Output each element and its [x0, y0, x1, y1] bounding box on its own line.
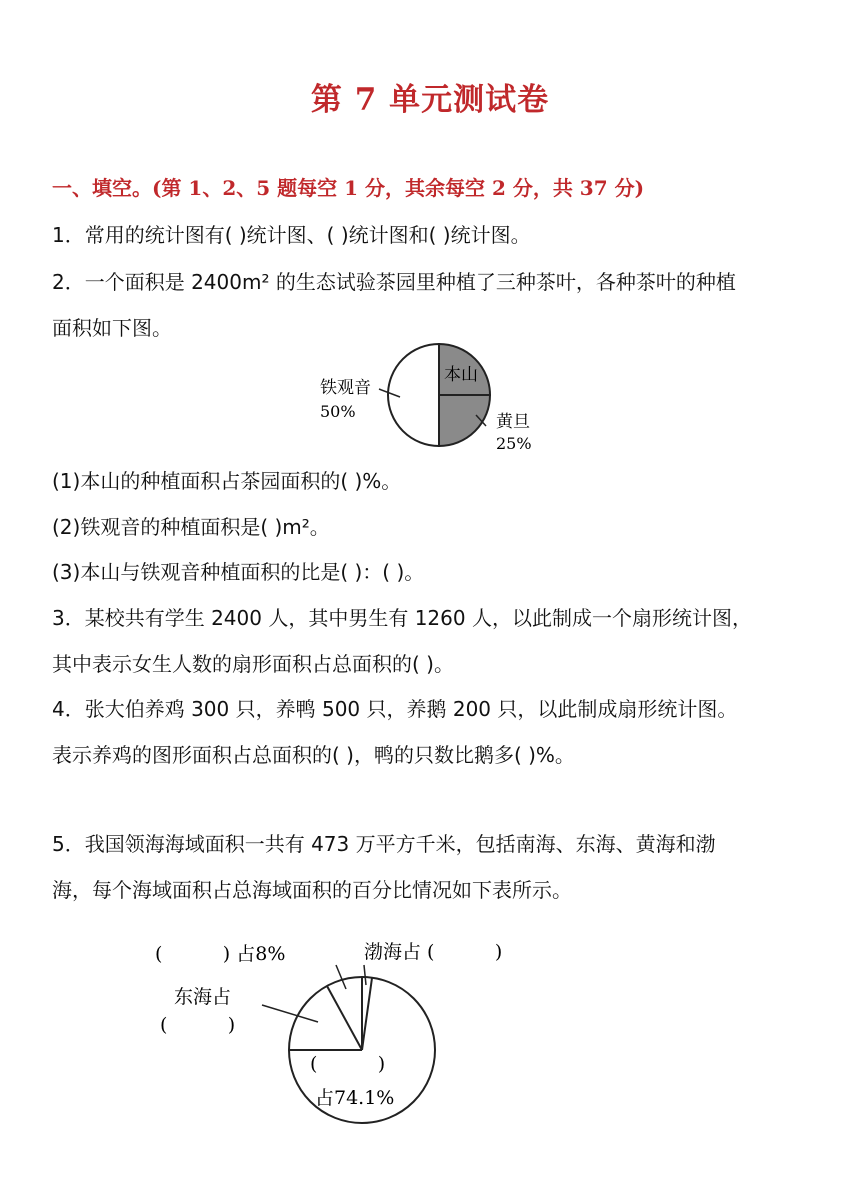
- label-8pct: ( ) 占8%: [155, 943, 286, 965]
- question-4-line-2: 表示养鸡的图形面积占总面积的( )，鸭的只数比鹅多( )%。: [52, 743, 575, 767]
- question-1: 1．常用的统计图有( )统计图、( )统计图和( )统计图。: [52, 223, 531, 247]
- question-2-line-2: 面积如下图。: [52, 316, 172, 340]
- label-benshan: 本山: [444, 365, 478, 385]
- question-2-sub-3: (3)本山与铁观音种植面积的比是( )：( )。: [52, 560, 425, 584]
- question-2-sub-1: (1)本山的种植面积占茶园面积的( )%。: [52, 469, 402, 493]
- question-5-line-2: 海，每个海域面积占总海域面积的百分比情况如下表所示。: [52, 878, 572, 902]
- label-tieguanyin: 铁观音: [320, 378, 371, 398]
- pie-slice-huangdan: [439, 395, 490, 446]
- question-4-line-1: 4．张大伯养鸡 300 只，养鸭 500 只，养鹅 200 只，以此制成扇形统计图。: [52, 697, 738, 721]
- sea-pie-chart: [150, 925, 590, 1125]
- label-donghai: 东海占: [174, 986, 232, 1008]
- label-bottom-pct: 占74.1%: [315, 1087, 395, 1109]
- question-2-line-1: 2．一个面积是 2400m² 的生态试验茶园里种植了三种茶叶，各种茶叶的种植: [52, 270, 736, 294]
- section-heading: 一、填空。(第 1、2、5 题每空 1 分，其余每空 2 分，共 37 分): [52, 176, 645, 200]
- label-tieguanyin-pct: 50%: [320, 402, 356, 421]
- label-huangdan-pct: 25%: [496, 434, 532, 453]
- page-title: 第 7 单元测试卷: [310, 82, 550, 118]
- tea-pie-chart: [300, 335, 560, 460]
- question-5-line-1: 5．我国领海海域面积一共有 473 万平方千米，包括南海、东海、黄海和渤: [52, 832, 716, 856]
- label-huangdan: 黄旦: [496, 412, 530, 432]
- question-2-sub-2: (2)铁观音的种植面积是( )m²。: [52, 515, 330, 539]
- question-3-line-2: 其中表示女生人数的扇形面积占总面积的( )。: [52, 652, 454, 676]
- question-3-line-1: 3．某校共有学生 2400 人，其中男生有 1260 人，以此制成一个扇形统计图，: [52, 606, 752, 630]
- label-bottom-blank: ( ): [310, 1053, 386, 1075]
- label-donghai-blank: ( ): [160, 1014, 236, 1036]
- label-bohai: 渤海占 ( ): [364, 941, 503, 963]
